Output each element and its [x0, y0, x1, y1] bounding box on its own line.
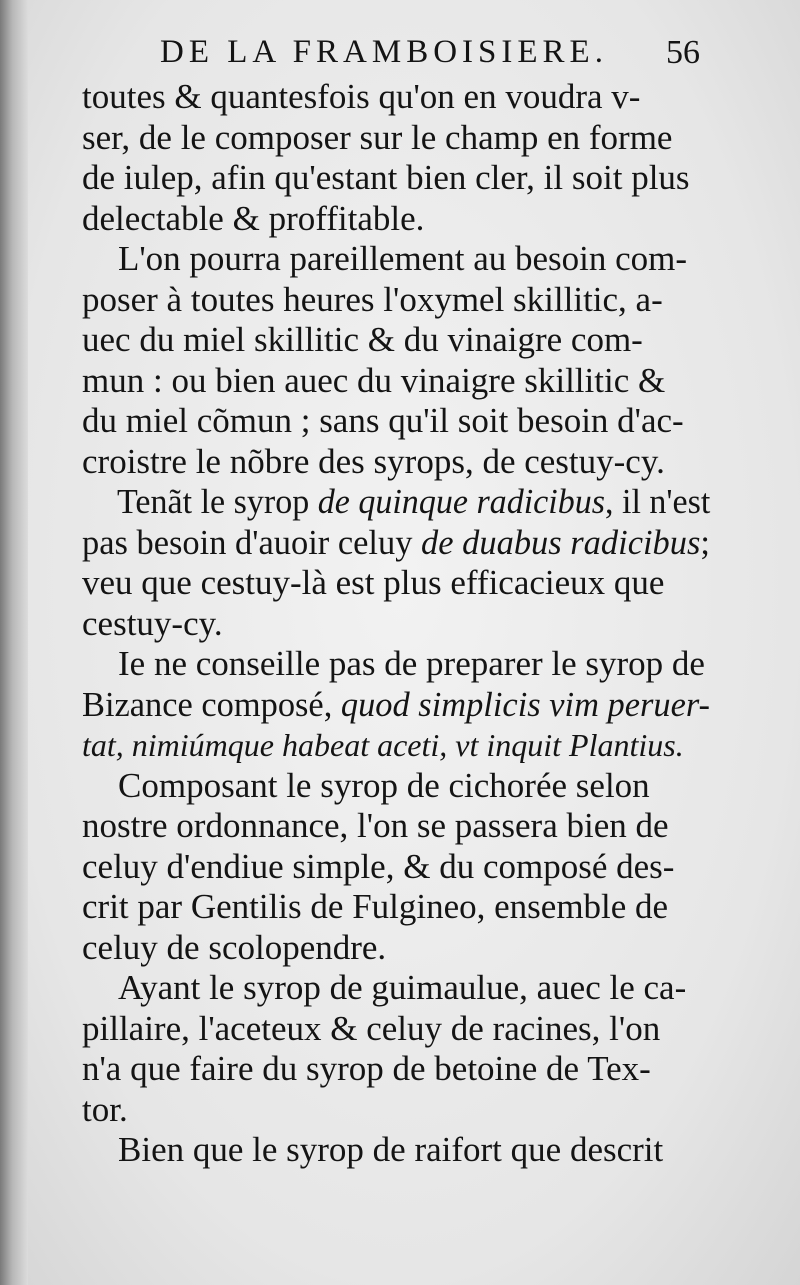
text-line: du miel cõmun ; sans qu'il soit besoin d'ac-	[82, 401, 684, 440]
text-line: veu que cestuy-là est plus efficacieux que	[82, 563, 665, 602]
text-run: ;	[700, 522, 710, 562]
text-line: crit par Gentilis de Fulgineo, ensemble de	[82, 887, 669, 926]
paragraph-5	[82, 766, 710, 969]
latin-quote: quod simplicis vim peruer-	[340, 684, 711, 724]
text-line: Ie ne conseille pas de preparer le syrop de	[118, 644, 705, 683]
paragraph-3	[82, 482, 710, 644]
text-run: , il n'est	[604, 482, 711, 521]
text-line: nostre ordonnance, l'on se passera bien de	[82, 806, 669, 845]
text-line	[82, 522, 710, 564]
paragraph-4	[82, 644, 710, 766]
page-header	[160, 34, 700, 80]
body-text	[82, 77, 710, 1171]
paragraph-6	[82, 968, 710, 1130]
paragraph-2	[82, 239, 710, 482]
text-line: uec du miel skillitic & du vinaigre com-	[82, 320, 643, 359]
text-line	[82, 684, 711, 726]
text-line: L'on pourra pareillement au besoin com-	[118, 239, 688, 278]
text-line: n'a que faire du syrop de betoine de Tex-	[82, 1049, 651, 1088]
page-gutter-shadow	[0, 0, 28, 1285]
text-line: de iulep, afin qu'estant bien cler, il soit plus	[82, 158, 690, 197]
text-line: Ayant le syrop de guimaulue, auec le ca-	[118, 968, 687, 1007]
text-run: Bizance composé,	[82, 684, 341, 724]
text-line: Bien que le syrop de raifort que descrit	[118, 1130, 664, 1169]
running-title: DE LA FRAMBOISIERE.	[160, 34, 608, 70]
text-line: ser, de le composer sur le champ en forme	[82, 117, 673, 157]
text-line: mun : ou bien auec du vinaigre skillitic &	[82, 360, 666, 400]
paragraph-1	[82, 77, 710, 239]
text-line: Composant le syrop de cichorée selon	[118, 765, 650, 805]
text-line: celuy de scolopendre.	[82, 927, 387, 967]
text-line: cestuy-cy.	[82, 603, 223, 643]
text-run: Tenãt le syrop	[116, 482, 318, 521]
text-line: delectable & proffitable.	[82, 198, 425, 238]
text-run: pas besoin d'auoir celuy	[82, 522, 422, 562]
latin-quote-line: tat, nimiúmque habeat aceti, vt inquit Plantius.	[82, 727, 684, 763]
latin-phrase: de quinque radicibus	[317, 482, 605, 521]
text-line: croistre le nõbre des syrops, de cestuy-cy.	[82, 441, 665, 481]
paragraph-7	[82, 1130, 710, 1171]
text-line: poser à toutes heures l'oxymel skillitic, a-	[82, 279, 663, 319]
latin-phrase: de duabus radicibus	[421, 522, 701, 562]
text-line: toutes & quantesfois qu'on en voudra v-	[82, 77, 641, 116]
text-line	[82, 482, 711, 523]
text-line: celuy d'endiue simple, & du composé des-	[82, 846, 675, 886]
page-number: 56	[666, 34, 700, 71]
text-line: tor.	[82, 1089, 128, 1129]
text-line: pillaire, l'aceteux & celuy de racines, l'on	[82, 1008, 661, 1048]
